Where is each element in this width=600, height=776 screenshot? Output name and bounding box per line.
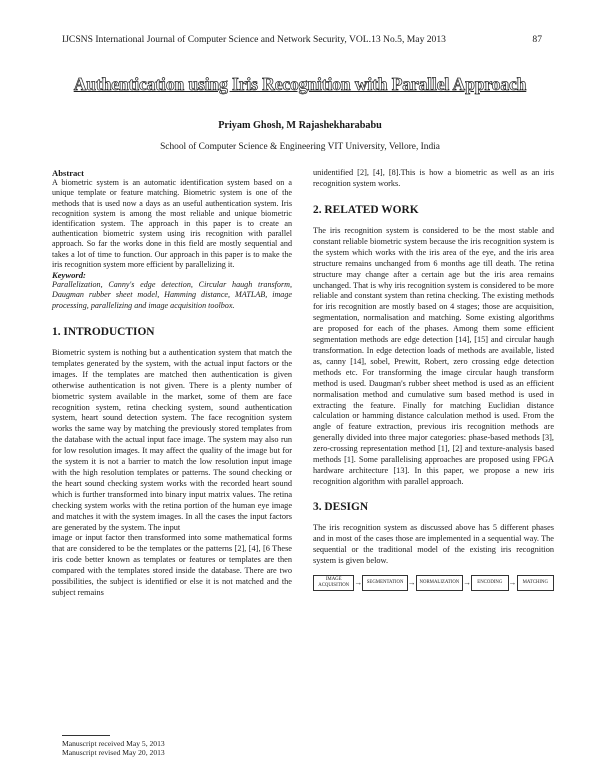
right-column <box>313 168 554 591</box>
related-work-text: The iris recognition system is considered to be the most stable and constant reliable biometric system because the iris recognition system is the system which works with the iris area of the eye, and the iris area structure remains unchanged from 6 months age till death. The retina structure may change after a certain age but the iris area remains unchanged. That is why iris recognition system is considered to be more reliable and constant system than retina checking. The existing methods for iris recognition are mostly based on 4 stages; those are acquisition, segmentation, normalisation and matching. Some existing algorithms are proposed for each of the phases. Among them some efficient segmentation methods are edge detection [14], [15] and circular haugh transformation. In edge detection loads of methods are available, listed as, canny [14], sobel, Prewitt, Robert, zero crossing edge detection methods etc. For transforming the image circular haugh transform method is used. Daugman's rubber sheet method is used as an efficient normalisation method and cumulative sum based method is used in extracting the feature. Finally for matching Euclidian distance calculation or hamming distance calculation method is used. From the angle of feature extraction, previous iris recognition methods are generally divided into three major categories: phase-based methods [3], zero-crossing representation method [1], [2] and texture-analysis based methods [1]. Some parallelising approaches are proposed using FPGA hardware architecture [13]. In this paper, we propose a new iris recognition algorithm with parallel approach. <box>313 226 554 486</box>
introduction-text-1: Biometric system is nothing but a authentication system that match the templates generated by the system, with the actual input factors or the images. If the templates are matched then authentication is given otherwise authentication is not given. There is a plenty number of biometric system available in the market, some of them are face recognition system, retina checking system, sound authentication system, heart sound detection system. The face recognition system works the same way by matching the previously stored templates from the database with the actual input face image. The system may also run for low resolution images. It may affect the quality of the image but for the system it is not a barrier to match the low resolution input image with the high resolution templates or patterns. The sound checking or the heart sound checking system works with the recorded heart sound which is further transformed into binary input matrix values. The retina checking system works with the retina portion of the human eye image and matches it with the system images. In all the cases the input factors are generated by the system. The input <box>52 348 292 532</box>
paper-title: Authentication using Iris Recognition with Parallel Approach <box>73 74 527 94</box>
flow-box-normalization: NORMALIZATION <box>416 575 463 591</box>
section-related-work-heading: 2. RELATED WORK <box>313 203 419 216</box>
page-number: 87 <box>532 34 542 45</box>
flow-arrow-icon: → <box>354 577 363 587</box>
abstract-heading: Abstract <box>52 168 84 178</box>
flow-box-matching: MATCHING <box>517 575 554 591</box>
journal-name: IJCSNS International Journal of Computer Science and Network Security, VOL.13 No.5, May 2013 <box>62 34 446 45</box>
footnote <box>62 739 165 758</box>
abstract-text: A biometric system is an automatic identification system based on a unique template or feature matching. Biometric system is one of the methods that is used now a days as an useful authentication system. Iris recognition system is among the most reliable and unique biometric identification system. The approach in this paper is to create an authentication biometric system using iris recognition with parallel approach. So far the works done in this field are mostly sequential and takes a lot of time to function. Our approach in this paper is to make the iris recognition system more efficient by parallelizing it. <box>52 178 292 269</box>
keywords: Parallelization, Canny's edge detection, Circular haugh transform, Daugman rubber sheet model, Hamming distance, MATLAB, image processing, parallelizing and image acquisition toolbox. <box>52 280 292 310</box>
introduction-text-2: image or input factor then transformed into some mathematical forms that are considered to be the templates or the patterns [2], [4], [6 These iris code better known as templates or features or templates are then compared with the templates stored inside the database. There are two possibilities, the subject is identified or else it is not matched and the subject remains <box>52 533 292 597</box>
flow-box-segmentation: SEGMENTATION <box>362 575 407 591</box>
section-introduction-heading: 1. INTRODUCTION <box>52 325 155 338</box>
authors: Priyam Ghosh, M Rajashekharababu <box>218 120 382 131</box>
design-text: The iris recognition system as discussed above has 5 different phases and in most of the cases those are implemented in a sequential way. The sequential or the traditional model of the existing iris recognition system is given below. <box>313 522 554 565</box>
manuscript-revised: Manuscript revised May 20, 2013 <box>62 748 165 758</box>
section-design-heading: 3. DESIGN <box>313 500 369 513</box>
sequential-flow-diagram <box>313 575 554 591</box>
flow-box-encoding: ENCODING <box>471 575 508 591</box>
manuscript-received: Manuscript received May 5, 2013 <box>62 739 165 748</box>
flow-arrow-icon: → <box>508 577 517 587</box>
flow-arrow-icon: → <box>407 577 416 587</box>
left-column <box>52 168 292 599</box>
flow-box-acquisition: IMAGE ACQUISITION <box>313 575 354 591</box>
affiliation: School of Computer Science & Engineering VIT University, Vellore, India <box>160 142 440 152</box>
keyword-heading: Keyword: <box>52 270 86 281</box>
flow-arrow-icon: → <box>463 577 472 587</box>
footnote-rule <box>62 735 110 736</box>
introduction-continued: unidentified [2], [4], [8].This is how a biometric as well as an iris recognition system works. <box>313 168 554 188</box>
